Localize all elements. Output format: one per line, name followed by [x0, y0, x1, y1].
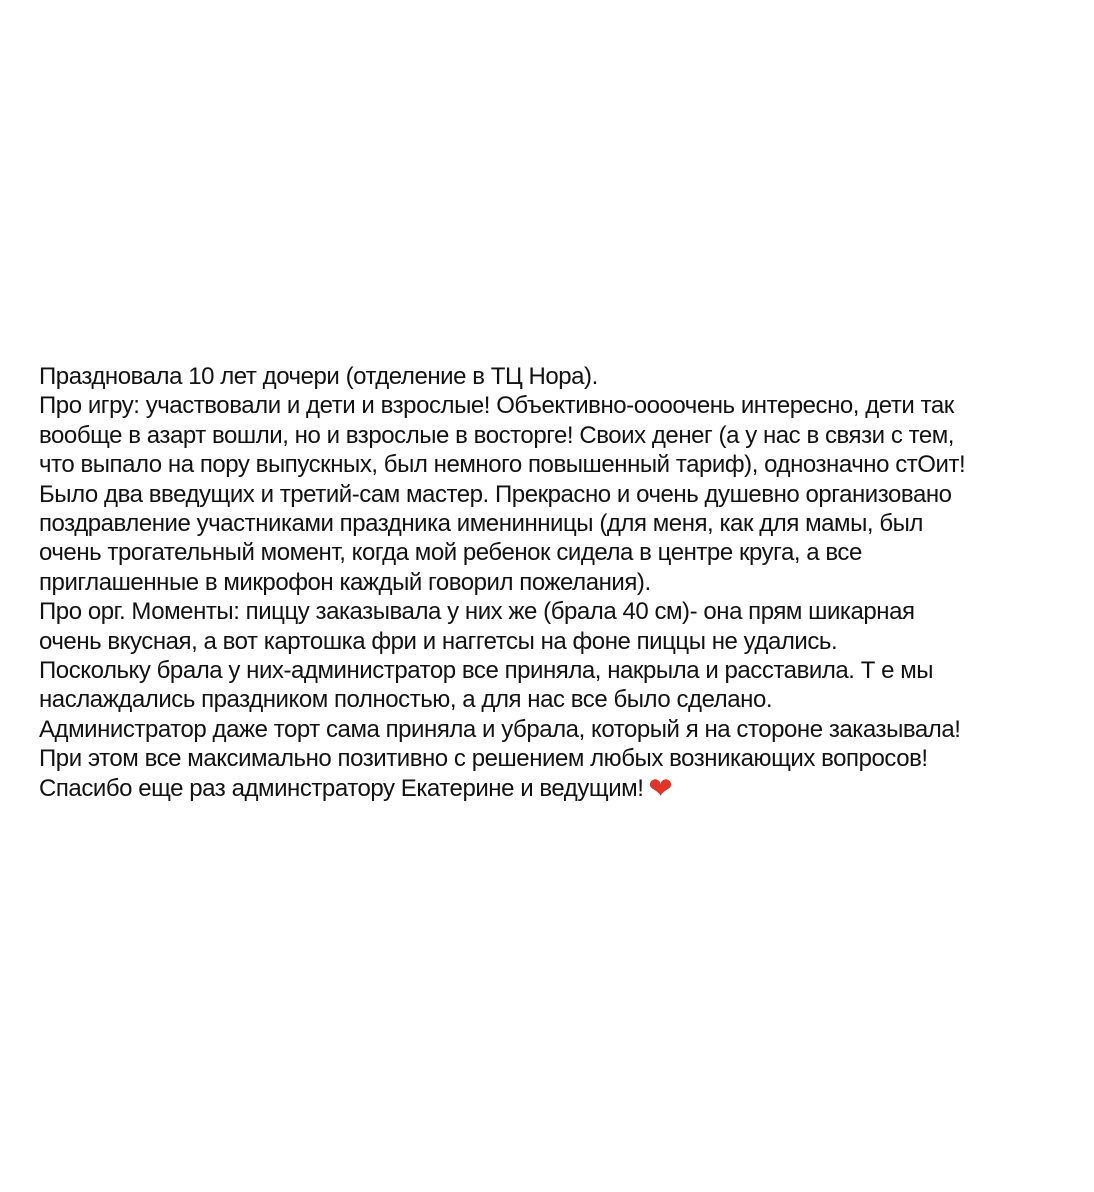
review-line: Администратор даже торт сама приняла и убрала, который я на стороне заказывала!: [39, 715, 961, 743]
review-text-block: [39, 362, 1059, 803]
review-line-text: Спасибо еще раз админстратору Екатерине и ведущим!: [39, 774, 644, 802]
review-line: Про игру: участвовали и дети и взрослые! Объективно-оооочень интересно, дети так: [39, 392, 954, 420]
review-line: вообще в азарт вошли, но и взрослые в восторге! Своих денег (а у нас в связи с тем,: [39, 421, 955, 449]
review-line: что выпало на пору выпускных, был немного повышенный тариф), однозначно стОит!: [39, 451, 966, 479]
review-line: Поскольку брала у них-администратор все приняла, накрыла и расставила. Т е мы: [39, 657, 934, 685]
review-line: очень трогательный момент, когда мой ребенок сидела в центре круга, а все: [39, 539, 862, 567]
review-line: поздравление участниками праздника именинницы (для меня, как для мамы, был: [39, 510, 923, 538]
review-line: очень вкусная, а вот картошка фри и наггетсы на фоне пиццы не удались.: [39, 627, 838, 655]
review-line: приглашенные в микрофон каждый говорил пожелания).: [39, 568, 651, 596]
review-line: При этом все максимально позитивно с решением любых возникающих вопросов!: [39, 745, 928, 773]
review-line: [39, 770, 1059, 805]
review-line: Было два введущих и третий-сам мастер. Прекрасно и очень душевно организовано: [39, 480, 952, 508]
review-line: Праздновала 10 лет дочери (отделение в ТЦ Нора).: [39, 363, 598, 390]
red-heart-emoji: ❤: [648, 770, 673, 805]
review-line: наслаждались праздником полностью, а для нас все было сделано.: [39, 686, 773, 714]
review-line: Про орг. Моменты: пиццу заказывала у них же (брала 40 см)- она прям шикарная: [39, 598, 915, 626]
